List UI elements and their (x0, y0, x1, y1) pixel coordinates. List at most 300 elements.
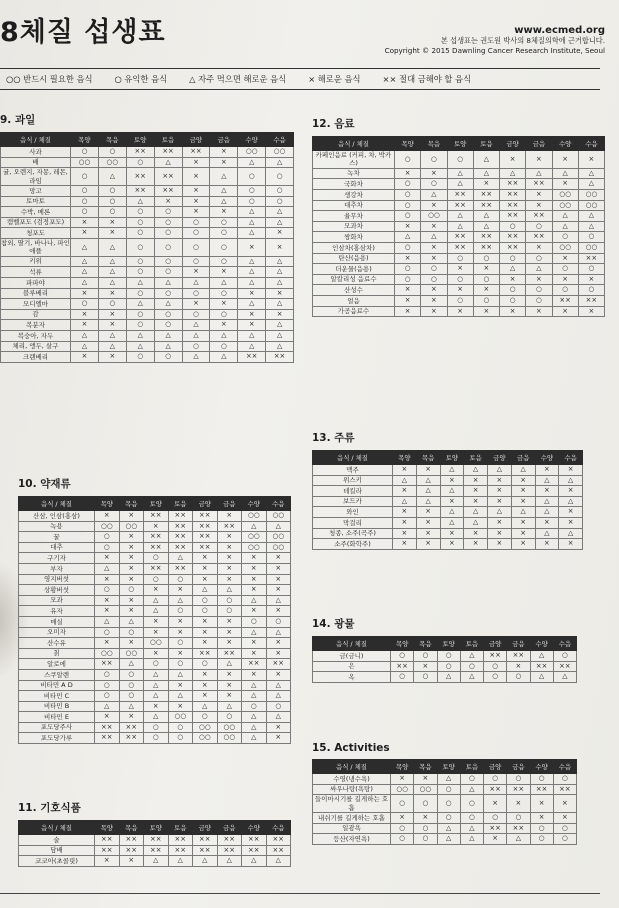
table-row (19, 511, 291, 522)
header-constitution-column: 금양 (484, 637, 507, 651)
rating-cell: × (484, 834, 507, 845)
rating-cell: ○ (154, 320, 182, 331)
table-header-row (313, 760, 577, 774)
table-row (313, 528, 583, 539)
table-row (313, 253, 605, 264)
rating-cell: △ (71, 238, 99, 256)
rating-cell: ○○ (242, 532, 267, 543)
rating-cell: ○ (266, 186, 294, 197)
table-row (313, 232, 605, 243)
rating-cell: △ (168, 856, 193, 867)
copyright: Copyright © 2015 Dawnling Cancer Research Institute, Seoul (384, 46, 605, 55)
rating-cell: × (242, 553, 267, 564)
food-name-cell: 포도당가루 (19, 733, 95, 744)
table-row (313, 507, 583, 518)
rating-cell: △ (193, 701, 218, 712)
rating-cell: ○ (193, 659, 218, 670)
rating-cell: ○ (266, 616, 291, 627)
rating-cell: △ (144, 691, 169, 702)
food-name-cell: 산삼, 인삼(홍삼) (19, 511, 95, 522)
header-constitution-column: 목음 (416, 451, 440, 465)
table-row (19, 553, 291, 564)
rating-cell: × (440, 539, 464, 550)
rating-cell: ×× (126, 147, 154, 158)
rating-cell: × (559, 465, 583, 476)
rating-cell: ○ (578, 232, 604, 243)
rating-cell: × (395, 168, 421, 179)
rating-cell: △ (71, 267, 99, 278)
rating-cell: ○ (217, 712, 242, 723)
rating-cell: △ (535, 475, 559, 486)
rating-cell: × (552, 151, 578, 169)
rating-cell: ○ (395, 151, 421, 169)
rating-cell: △ (119, 701, 144, 712)
rating-cell: ×× (507, 823, 530, 834)
rating-cell: ×× (526, 179, 552, 190)
bottom-divider (0, 893, 600, 894)
rating-cell: × (193, 638, 218, 649)
rating-cell: ○ (98, 147, 126, 158)
rating-cell: △ (460, 651, 483, 662)
rating-cell: ○ (71, 196, 99, 207)
rating-cell: ○ (210, 217, 238, 228)
food-name-cell: 보드카 (313, 496, 393, 507)
rating-cell: △ (144, 856, 169, 867)
rating-cell: △ (98, 168, 126, 186)
rating-cell: × (511, 528, 535, 539)
section-activities (312, 742, 577, 845)
rating-cell: △ (126, 330, 154, 341)
rating-cell: ×× (500, 179, 526, 190)
table-row (19, 532, 291, 543)
legend-item: △ 자주 먹으면 해로운 음식 (189, 74, 287, 84)
rating-cell: ○ (98, 196, 126, 207)
rating-cell: △ (95, 616, 120, 627)
rating-cell: ×× (154, 147, 182, 158)
rating-cell: ○ (473, 295, 499, 306)
rating-cell: ○ (526, 221, 552, 232)
food-name-cell: 복숭아, 자두 (1, 330, 71, 341)
rating-cell: ○○ (242, 542, 267, 553)
rating-cell: × (530, 813, 553, 824)
rating-cell: × (488, 486, 512, 497)
table-row (19, 701, 291, 712)
rating-cell: × (182, 196, 210, 207)
food-name-cell: 싸우나탕(욕탕) (313, 784, 391, 795)
rating-cell: △ (266, 320, 294, 331)
rating-cell: △ (437, 774, 460, 785)
table-row (313, 221, 605, 232)
rating-cell: × (500, 306, 526, 317)
rating-cell: × (447, 285, 473, 296)
rating-cell: △ (238, 157, 266, 168)
rating-cell: △ (464, 507, 488, 518)
table-row (19, 712, 291, 723)
rating-cell: △ (488, 465, 512, 476)
rating-cell: × (193, 627, 218, 638)
header-constitution-column: 목음 (414, 760, 437, 774)
rating-cell: × (421, 168, 447, 179)
table-row (313, 190, 605, 201)
rating-cell: ×× (507, 651, 530, 662)
rating-cell: × (559, 486, 583, 497)
rating-cell: ○ (395, 190, 421, 201)
rating-cell: △ (154, 157, 182, 168)
food-name-cell: 가공음료수 (313, 306, 395, 317)
rating-cell: ×× (154, 186, 182, 197)
rating-cell: ○○ (578, 200, 604, 211)
rating-cell: ○ (460, 661, 483, 672)
rating-cell: △ (154, 330, 182, 341)
rating-cell: ○ (421, 179, 447, 190)
header-constitution-column: 토양 (144, 497, 169, 511)
rating-cell: △ (242, 521, 267, 532)
rating-cell: × (217, 563, 242, 574)
rating-cell: × (414, 774, 437, 785)
site-url[interactable]: www.ecmed.org (514, 25, 605, 36)
rating-cell: × (484, 795, 507, 813)
header-constitution-column: 금음 (507, 637, 530, 651)
rating-cell: ×× (217, 845, 242, 856)
rating-cell: ○ (507, 774, 530, 785)
rating-cell: ○ (391, 834, 414, 845)
rating-cell: ○ (500, 285, 526, 296)
rating-cell: △ (473, 211, 499, 222)
rating-cell: × (266, 585, 291, 596)
rating-cell: ×× (119, 845, 144, 856)
rating-cell: △ (168, 553, 193, 564)
section-title: 10. 약재류 (18, 478, 71, 490)
table-row (1, 352, 294, 363)
rating-cell: △ (440, 507, 464, 518)
rating-cell: △ (559, 496, 583, 507)
rating-cell: △ (526, 264, 552, 275)
table-row (19, 638, 291, 649)
header-constitution-column: 금음 (210, 133, 238, 147)
rating-cell: ○ (238, 168, 266, 186)
rating-cell: ○ (395, 179, 421, 190)
food-name-cell: 카페인음료 (커피, 차, 박카스) (313, 151, 395, 169)
header-food-column: 음식 / 체질 (19, 821, 95, 835)
rating-cell: △ (98, 330, 126, 341)
food-name-cell: 포도당주사 (19, 722, 95, 733)
food-name-cell: 더운물(음용) (313, 264, 395, 275)
table-row (313, 179, 605, 190)
section-title: 15. Activities (312, 742, 390, 754)
rating-cell: ○ (395, 200, 421, 211)
rating-cell: ○ (182, 309, 210, 320)
rating-cell: × (578, 274, 604, 285)
rating-cell: △ (447, 211, 473, 222)
rating-cell: △ (421, 190, 447, 201)
rating-cell: × (266, 574, 291, 585)
rating-cell: ×× (126, 186, 154, 197)
food-name-cell: 망고 (1, 186, 71, 197)
rating-cell: × (511, 539, 535, 550)
rating-cell: ○ (95, 691, 120, 702)
rating-cell: ×× (168, 563, 193, 574)
rating-cell: × (182, 299, 210, 310)
rating-cell: △ (460, 784, 483, 795)
rating-cell: ○ (210, 341, 238, 352)
rating-cell: ○ (182, 217, 210, 228)
header-constitution-column: 금음 (511, 451, 535, 465)
rating-cell: × (395, 253, 421, 264)
rating-cell: △ (266, 521, 291, 532)
rating-cell: ○ (437, 661, 460, 672)
rating-cell: ×× (193, 648, 218, 659)
rating-cell: × (217, 574, 242, 585)
header-constitution-column: 수양 (242, 821, 267, 835)
table-row (1, 217, 294, 228)
rating-cell: ○ (144, 574, 169, 585)
header-constitution-column: 수양 (530, 637, 553, 651)
table-row (313, 784, 577, 795)
rating-cell: ○ (98, 207, 126, 218)
table-row (19, 680, 291, 691)
table-row (19, 691, 291, 702)
rating-cell: ○ (210, 256, 238, 267)
rating-cell: × (421, 295, 447, 306)
rating-cell: ○ (154, 267, 182, 278)
rating-cell: × (552, 179, 578, 190)
rating-cell: △ (473, 168, 499, 179)
rating-cell: ○ (395, 264, 421, 275)
rating-cell: △ (217, 701, 242, 712)
rating-cell: × (193, 563, 218, 574)
table-row (19, 648, 291, 659)
rating-cell: × (168, 627, 193, 638)
rating-cell: ○ (126, 256, 154, 267)
rating-cell: ×× (447, 190, 473, 201)
rating-cell: × (488, 517, 512, 528)
rating-cell: ×× (238, 352, 266, 363)
rating-cell: ○ (578, 264, 604, 275)
food-name-cell: 내쉬기를 길게하는 호흡 (313, 813, 391, 824)
header-constitution-column: 금음 (526, 137, 552, 151)
rating-cell: × (210, 299, 238, 310)
rating-cell: × (71, 352, 99, 363)
rating-cell: × (95, 574, 120, 585)
rating-cell: ○ (391, 672, 414, 683)
section-minerals (312, 616, 577, 683)
table-header-row (19, 821, 291, 835)
table-herbs (18, 496, 291, 744)
header-constitution-column: 토양 (437, 760, 460, 774)
rating-cell: × (98, 217, 126, 228)
rating-cell: × (238, 320, 266, 331)
rating-cell: × (217, 691, 242, 702)
rating-cell: × (119, 542, 144, 553)
rating-cell: ○ (95, 669, 120, 680)
rating-cell: ×× (242, 659, 267, 670)
table-header-row (1, 133, 294, 147)
rating-cell: ○ (578, 285, 604, 296)
rating-cell: ○ (391, 651, 414, 662)
rating-cell: ×× (266, 659, 291, 670)
rating-cell: ○○ (266, 147, 294, 158)
table-header-row (313, 637, 577, 651)
table-minerals (312, 636, 577, 683)
table-row (19, 856, 291, 867)
rating-cell: △ (464, 465, 488, 476)
table-header-row (19, 497, 291, 511)
rating-cell: × (238, 288, 266, 299)
rating-cell: × (553, 795, 576, 813)
rating-cell: △ (393, 496, 417, 507)
rating-cell: ○○ (144, 638, 169, 649)
rating-cell: × (193, 691, 218, 702)
rating-cell: △ (193, 856, 218, 867)
rating-cell: △ (126, 341, 154, 352)
rating-cell: ○ (168, 574, 193, 585)
header-constitution-column: 토양 (144, 821, 169, 835)
rating-cell: × (500, 151, 526, 169)
rating-cell: ×× (144, 563, 169, 574)
section-title: 9. 과일 (0, 114, 36, 126)
rating-cell: ○ (217, 606, 242, 617)
rating-cell: ○ (391, 795, 414, 813)
rating-cell: ×× (95, 835, 120, 846)
food-name-cell: 부자 (19, 563, 95, 574)
rating-cell: ○ (98, 186, 126, 197)
rating-cell: ○○ (578, 242, 604, 253)
rating-cell: △ (507, 834, 530, 845)
rating-cell: △ (144, 606, 169, 617)
food-name-cell: 매실 (19, 616, 95, 627)
rating-cell: × (488, 539, 512, 550)
rating-cell: × (98, 352, 126, 363)
food-name-cell: 술 (19, 835, 95, 846)
rating-cell: ×× (144, 511, 169, 522)
food-name-cell: 와인 (313, 507, 393, 518)
rating-cell: × (95, 712, 120, 723)
rating-cell: ×× (144, 845, 169, 856)
rating-cell: ×× (484, 651, 507, 662)
rating-cell: ○ (507, 813, 530, 824)
header-constitution-column: 수음 (266, 497, 291, 511)
header-constitution-column: 토양 (437, 637, 460, 651)
rating-cell: ○ (421, 151, 447, 169)
rating-cell: ○ (119, 585, 144, 596)
rating-cell: ○○ (552, 200, 578, 211)
rating-cell: × (395, 285, 421, 296)
rating-cell: ○ (126, 267, 154, 278)
rating-cell: ×× (500, 242, 526, 253)
food-name-cell: 쌍화차 (313, 232, 395, 243)
rating-cell: ×× (95, 659, 120, 670)
header-constitution-column: 수음 (559, 451, 583, 465)
header-constitution-column: 수음 (553, 637, 576, 651)
rating-cell: ○ (460, 813, 483, 824)
rating-cell: × (119, 553, 144, 564)
rating-cell: △ (71, 341, 99, 352)
table-row (1, 157, 294, 168)
rating-cell: × (168, 616, 193, 627)
rating-cell: △ (168, 691, 193, 702)
rating-cell: ○ (530, 823, 553, 834)
rating-cell: △ (266, 341, 294, 352)
rating-cell: × (464, 475, 488, 486)
rating-cell: ○ (71, 186, 99, 197)
rating-cell: △ (144, 669, 169, 680)
rating-cell: × (559, 517, 583, 528)
food-name-cell: 비타민 A D (19, 680, 95, 691)
rating-cell: ○ (95, 532, 120, 543)
rating-cell: △ (119, 659, 144, 670)
rating-cell: △ (98, 267, 126, 278)
table-row (19, 521, 291, 532)
section-title: 13. 주류 (312, 432, 355, 444)
rating-cell: △ (182, 330, 210, 341)
rating-cell: △ (511, 507, 535, 518)
food-name-cell: 파파야 (1, 277, 71, 288)
rating-cell: ○ (552, 232, 578, 243)
rating-cell: × (242, 574, 267, 585)
rating-cell: △ (238, 207, 266, 218)
rating-cell: × (266, 309, 294, 320)
rating-cell: ×× (193, 542, 218, 553)
food-name-cell: 담배 (19, 845, 95, 856)
rating-cell: ○○ (119, 521, 144, 532)
rating-cell: ○ (154, 288, 182, 299)
rating-cell: × (393, 486, 417, 497)
rating-cell: × (421, 242, 447, 253)
rating-cell: × (526, 242, 552, 253)
rating-cell: △ (559, 475, 583, 486)
rating-cell: × (393, 539, 417, 550)
rating-cell: △ (210, 277, 238, 288)
food-name-cell: 탄산(음용) (313, 253, 395, 264)
rating-cell: × (416, 539, 440, 550)
rating-cell: × (464, 528, 488, 539)
rating-cell: × (266, 238, 294, 256)
rating-cell: × (393, 528, 417, 539)
rating-cell: △ (210, 168, 238, 186)
rating-cell: × (217, 680, 242, 691)
table-row (19, 563, 291, 574)
rating-cell: × (552, 253, 578, 264)
rating-cell: ×× (182, 147, 210, 158)
rating-cell: × (210, 320, 238, 331)
table-row (1, 186, 294, 197)
rating-cell: ○ (484, 813, 507, 824)
table-row (1, 299, 294, 310)
rating-cell: △ (393, 475, 417, 486)
rating-cell: × (168, 701, 193, 712)
table-alcohol (312, 450, 583, 550)
rating-cell: ○○ (95, 521, 120, 532)
rating-cell: × (266, 638, 291, 649)
rating-cell: × (421, 253, 447, 264)
header-constitution-column: 수양 (242, 497, 267, 511)
rating-cell: △ (182, 320, 210, 331)
rating-cell: × (217, 669, 242, 680)
rating-cell: ○ (553, 651, 576, 662)
rating-cell: × (144, 616, 169, 627)
food-name-cell: 영지버섯 (19, 574, 95, 585)
rating-cell: △ (266, 256, 294, 267)
rating-cell: ×× (553, 661, 576, 672)
rating-cell: × (168, 680, 193, 691)
rating-cell: × (95, 638, 120, 649)
table-row (19, 585, 291, 596)
food-name-cell: 블루베리 (1, 288, 71, 299)
rating-cell: × (266, 722, 291, 733)
rating-cell: △ (71, 277, 99, 288)
rating-cell: △ (266, 856, 291, 867)
table-row (313, 264, 605, 275)
